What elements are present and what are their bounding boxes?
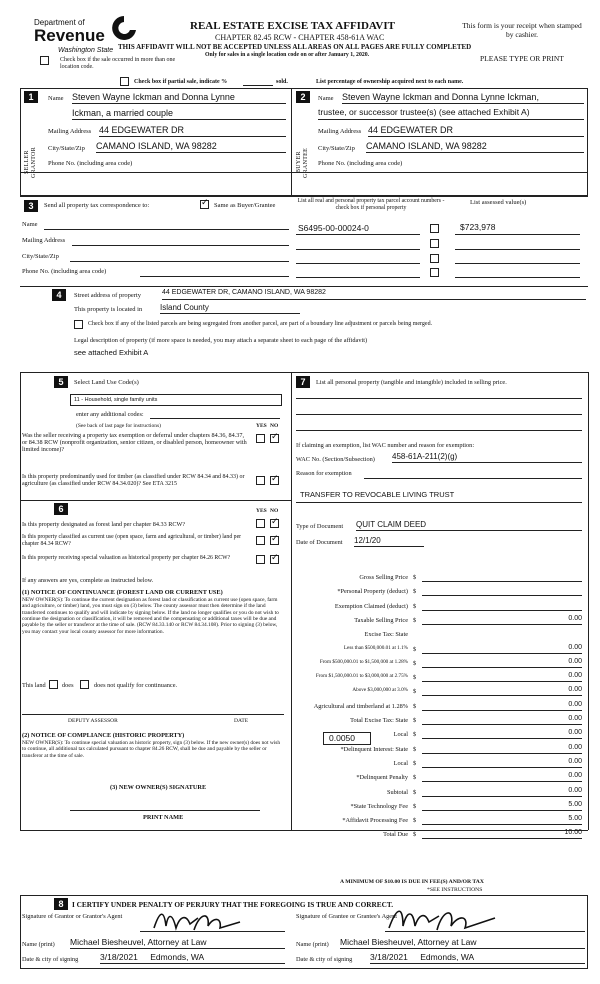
sec6-q1-no-checkbox[interactable] xyxy=(270,519,279,528)
doc-type-label: Type of Document xyxy=(296,523,344,530)
land-use-selected-value: 11 - Household, single family units xyxy=(74,397,158,403)
parcel-4-personal-checkbox[interactable] xyxy=(430,268,439,277)
seller-name-field-line2[interactable]: Ickman, a married couple xyxy=(72,108,286,120)
grantor-name-label: Name (print) xyxy=(22,941,55,948)
sec5-q1-no-checkbox[interactable] xyxy=(270,434,279,443)
legal-description-field[interactable]: see attached Exhibit A xyxy=(74,348,149,357)
tax-row-currency: $ xyxy=(413,759,417,767)
tax-row-label: *State Technology Fee xyxy=(350,802,408,810)
grantee-date-label: Date & city of signing xyxy=(296,956,353,963)
tax-row-currency: $ xyxy=(413,788,417,796)
tax-row-currency: $ xyxy=(413,645,417,653)
tax-row-value[interactable]: 0.00 xyxy=(422,729,582,739)
tax-row-value[interactable]: 5.00 xyxy=(422,815,582,825)
land-does-not-checkbox[interactable] xyxy=(80,680,89,689)
parcel-header: List all real and personal property tax parcel account numbers - check box if personal property xyxy=(297,198,445,211)
tax-row-currency: $ xyxy=(413,688,417,696)
tax-row-value[interactable] xyxy=(422,601,582,611)
tax-row-value[interactable]: 10.00 xyxy=(422,829,582,839)
wac-number-field[interactable]: 458-61A-211(2)(g) xyxy=(392,452,582,463)
tax-row-label: *Affidavit Processing Fee xyxy=(342,817,408,825)
tax-row-label: From $500,000.01 to $1,500,000 at 1.28% xyxy=(319,658,408,665)
tax-row-label: Local xyxy=(393,759,408,767)
sec5-question-1: Was the seller receiving a property tax exemption or deferral under chapters 84.36, 84.37, or 84.38 RCW (nonprofit organization, senior citizen, or disabled person, homeowner with limited income)? xyxy=(22,432,247,454)
property-street-field[interactable]: 44 EDGEWATER DR, CAMANO ISLAND, WA 98282 xyxy=(162,289,586,300)
seller-city-label: City/State/Zip xyxy=(48,145,85,152)
new-owner-signature-label: (3) NEW OWNER(S) SIGNATURE xyxy=(110,784,207,791)
if-yes-note: If any answers are yes, complete as instructed below. xyxy=(22,577,154,584)
section-2-number: 2 xyxy=(296,91,310,103)
exemption-label: If claiming an exemption, list WAC number and reason for exemption: xyxy=(296,442,475,449)
same-as-buyer-label: Same as Buyer/Grantee xyxy=(214,202,276,209)
tax-row-label: Above $3,000,000 at 3.0% xyxy=(352,687,408,694)
seller-city-field[interactable]: CAMANO ISLAND, WA 98282 xyxy=(96,141,286,153)
buyer-name-field-line2[interactable]: trustee, or successor trustee(s) (see attached Exhibit A) xyxy=(318,108,584,120)
wac-label: WAC No. (Section/Subsection) xyxy=(296,456,375,463)
sec5-q1-yes-checkbox[interactable] xyxy=(256,434,265,443)
see-instructions-note: *SEE INSTRUCTIONS xyxy=(427,887,483,893)
multi-location-checkbox[interactable] xyxy=(40,56,49,65)
parcel-2-personal-checkbox[interactable] xyxy=(430,239,439,248)
grantee-name-field[interactable]: Michael Biesheuvel, Attorney at Law xyxy=(340,938,585,949)
multi-location-label: Check box if the sale occurred in more than one location code. xyxy=(60,57,176,70)
reason-field[interactable]: TRANSFER TO REVOCABLE LIVING TRUST xyxy=(300,490,455,499)
sold-label: sold. xyxy=(276,79,288,85)
tax-row-value[interactable]: 0.00 xyxy=(422,615,582,625)
minimum-due-note: A MINIMUM OF $10.00 IS DUE IN FEE(S) AND/OR TAX xyxy=(340,879,484,885)
receipt-note: This form is your receipt when stamped by cashier. xyxy=(462,21,582,39)
sec6-yes-header: YES xyxy=(256,508,267,514)
partial-sale-percent[interactable] xyxy=(243,79,273,86)
reason-label: Reason for exemption xyxy=(296,470,352,477)
notice-compliance-body: NEW OWNER(S): To continue special valuation as historic property, sign (3) below. If the new owner(s) does not wish to continue, all additional tax calculated pursuant to chapter 84.26 RCW, shall be due and payable by the seller or transferor at the time of sale. xyxy=(22,740,281,759)
deputy-assessor-label: DEPUTY ASSESSOR xyxy=(68,718,118,724)
logo-top-text: Department of xyxy=(34,18,85,27)
tax-row-currency: $ xyxy=(413,831,417,839)
land-use-label: Select Land Use Code(s) xyxy=(74,379,139,386)
tax-row-label: Subtotal xyxy=(387,788,408,796)
grantee-name-label: Name (print) xyxy=(296,941,329,948)
this-land-label: This land xyxy=(22,682,46,689)
assessor-date-label: DATE xyxy=(234,718,249,724)
located-label: This property is located in xyxy=(74,306,143,313)
tax-row-value[interactable]: 5.00 xyxy=(422,801,582,811)
local-rate-box[interactable] xyxy=(323,732,371,745)
grantee-city-value: Edmonds, WA xyxy=(420,952,475,962)
notice-continuance-title: (1) NOTICE OF CONTINUANCE (FOREST LAND OR CURRENT USE) xyxy=(22,589,223,596)
buyer-city-label: City/State/Zip xyxy=(318,145,355,152)
dor-logo xyxy=(28,14,138,62)
tax-phone-label: Phone No. (including area code) xyxy=(22,268,107,275)
grantor-city-value: Edmonds, WA xyxy=(150,952,205,962)
tax-city-label: City/State/Zip xyxy=(22,253,59,260)
parcel-1-personal-checkbox[interactable] xyxy=(430,224,439,233)
grantee-signature-label-text: Signature of Grantee or Grantee's Agent xyxy=(296,913,397,920)
logo-main-text: Revenue xyxy=(34,26,105,45)
tax-row-currency: $ xyxy=(413,588,417,596)
sec6-q3-no-checkbox[interactable] xyxy=(270,555,279,564)
tax-row-currency: $ xyxy=(413,702,417,710)
tax-row-currency: $ xyxy=(413,774,417,782)
certify-statement: I CERTIFY UNDER PENALTY OF PERJURY THAT THE FOREGOING IS TRUE AND CORRECT. xyxy=(72,900,394,909)
seller-name-field[interactable]: Steven Wayne Ickman and Donna Lynne xyxy=(72,92,286,104)
grantor-name-field[interactable]: Michael Biesheuvel, Attorney at Law xyxy=(70,938,285,949)
tax-row-label: Local xyxy=(393,731,408,739)
doc-type-field[interactable]: QUIT CLAIM DEED xyxy=(356,520,582,531)
county-field[interactable]: Island County xyxy=(160,303,300,314)
tax-row-label: *Delinquent Interest: State xyxy=(340,745,408,753)
doc-date-label: Date of Document xyxy=(296,539,343,546)
tax-row-value[interactable]: 0.00 xyxy=(422,758,582,768)
seller-phone-label: Phone No. (including area code) xyxy=(48,160,133,167)
tax-row-currency: $ xyxy=(413,674,417,682)
partial-sale-label: Check box if partial sale, indicate % xyxy=(134,79,228,85)
additional-codes-label: enter any additional codes: xyxy=(76,411,144,418)
seller-name-label: Name xyxy=(48,95,64,102)
tax-row-label: Exemption Claimed (deduct) xyxy=(334,602,408,610)
tax-row-value[interactable]: 0.00 xyxy=(422,686,582,696)
tax-row-currency: $ xyxy=(413,659,417,667)
tax-row-value[interactable]: 0.00 xyxy=(422,672,582,682)
sec6-q1-yes-checkbox[interactable] xyxy=(256,519,265,528)
sec6-no-header: NO xyxy=(270,508,279,514)
tax-row-label: Taxable Selling Price xyxy=(354,616,408,624)
warning-text: THIS AFFIDAVIT WILL NOT BE ACCEPTED UNLESS ALL AREAS ON ALL PAGES ARE FULLY COMPLETED xyxy=(118,43,472,51)
section-4-number: 4 xyxy=(52,289,66,301)
buyer-address-field[interactable]: 44 EDGEWATER DR xyxy=(368,125,584,137)
section-3-number: 3 xyxy=(24,200,38,212)
sec6-question-1: Is this property designated as forest land per chapter 84.33 RCW? xyxy=(22,521,186,528)
ownership-note: List percentage of ownership acquired next to each name. xyxy=(316,79,464,85)
print-name-label: PRINT NAME xyxy=(143,814,184,821)
seller-address-field[interactable]: 44 EDGEWATER DR xyxy=(99,125,286,137)
personal-property-label: List all personal property (tangible and intangible) included in selling price. xyxy=(316,379,507,386)
tax-row-label: Excise Tax: State xyxy=(364,631,408,639)
tax-row-label: From $1,500,000.01 to $3,000,000 at 2.75% xyxy=(315,673,408,680)
notice-compliance-title: (2) NOTICE OF COMPLIANCE (HISTORIC PROPERTY) xyxy=(22,732,185,739)
grantor-signature-label-text: Signature of Grantor or Grantor's Agent xyxy=(22,913,123,920)
grantee-date-value: 3/18/2021 xyxy=(370,952,408,962)
assessed-header: List assessed value(s) xyxy=(470,199,527,206)
form-chapter: CHAPTER 82.45 RCW - CHAPTER 458-61A WAC xyxy=(215,33,385,42)
legal-label: Legal description of property (if more space is needed, you may attach a separate sheet to each page of the affidavit) xyxy=(74,337,368,344)
land-use-select[interactable] xyxy=(70,394,282,406)
segregate-label: Check box if any of the listed parcels are being segregated from another parcel, are part of a boundary line adjustment or parcels being merged. xyxy=(88,321,433,327)
section-7-number: 7 xyxy=(296,376,310,388)
grantor-date-label: Date & city of signing xyxy=(22,956,79,963)
assessed-value-1[interactable]: $723,978 xyxy=(460,222,496,232)
tax-name-label: Name xyxy=(22,221,38,228)
tax-row-value[interactable]: 0.00 xyxy=(422,644,582,654)
tax-row-currency: $ xyxy=(413,574,417,581)
tax-row-value[interactable]: 0.00 xyxy=(422,772,582,782)
doc-date-field[interactable]: 12/1/20 xyxy=(354,536,424,547)
section-5-number: 5 xyxy=(54,376,68,388)
tax-row-label: Agricultural and timberland at 1.28% xyxy=(313,702,408,710)
section-6-number: 6 xyxy=(54,503,68,515)
parcel-number-1[interactable]: S6495-00-00024-0 xyxy=(298,223,369,233)
buyer-phone-label: Phone No. (including area code) xyxy=(318,160,403,167)
section-1-number: 1 xyxy=(24,91,38,103)
tax-row-value[interactable]: 0.00 xyxy=(422,715,582,725)
tax-row-currency: $ xyxy=(413,817,417,825)
partial-sale-checkbox[interactable] xyxy=(120,77,129,86)
does-label: does xyxy=(62,682,74,689)
tax-row-label: Total Due xyxy=(383,831,408,839)
sec6-question-2: Is this property classified as current use (open space, farm and agricultural, or timber) land per chapter 84.34 RCW? xyxy=(22,534,242,547)
tax-row-value[interactable] xyxy=(422,586,582,596)
buyer-name-field[interactable]: Steven Wayne Ickman and Donna Lynne Ickman, xyxy=(342,92,584,104)
seller-grantor-label: SELLER GRANTOR xyxy=(24,147,37,178)
segregate-checkbox[interactable] xyxy=(74,320,83,329)
sec6-q3-yes-checkbox[interactable] xyxy=(256,555,265,564)
grantor-date-value: 3/18/2021 xyxy=(100,952,138,962)
sec6-question-3: Is this property receiving special valuation as historical property per chapter 84.26 RCW? xyxy=(22,555,231,561)
land-does-checkbox[interactable] xyxy=(49,680,58,689)
tax-row-label: *Delinquent Penalty xyxy=(356,774,408,782)
tax-row-label: Total Excise Tax: State xyxy=(350,717,408,724)
street-label: Street address of property xyxy=(74,292,141,299)
tax-row-label: *Personal Property (deduct) xyxy=(337,588,408,596)
seller-address-label: Mailing Address xyxy=(48,128,92,135)
tax-row-value[interactable]: 0.00 xyxy=(422,787,582,797)
tax-row-label: Less than $500,000.01 at 1.1% xyxy=(343,644,408,651)
send-tax-label: Send all property tax correspondence to: xyxy=(44,202,150,209)
tax-row-value[interactable]: 0.00 xyxy=(422,701,582,711)
notice-continuance-body: NEW OWNER(S): To continue the current designation as forest land or classification as current use (open space, farm and agriculture, or timber) land, you must sign on (3) below. The county assessor must then determine if the land transferred continues to qualify and will indicate by signing below. If the land no longer qualifies or you do not wish to continue the designation or classification, it will be removed and the compensating or additional taxes will be due and payable by the seller or transferor at the time of sale. (RCW 84.33.140 or RCW 84.34.108). Prior to signing (3) below, you may contact your local county assessor for more information. xyxy=(22,597,279,635)
tax-row-currency: $ xyxy=(413,616,417,624)
buyer-city-field[interactable]: CAMANO ISLAND, WA 98282 xyxy=(366,141,584,153)
print-note: PLEASE TYPE OR PRINT xyxy=(480,54,564,63)
sec5-question-2: Is this property predominantly used for timber (as classified under RCW 84.34 and 84.33) or agriculture (as classified under RCW 84.34.020)? See ETA 3215 xyxy=(22,474,245,487)
section-8-number: 8 xyxy=(54,898,68,910)
sec5-q2-yes-checkbox[interactable] xyxy=(256,476,265,485)
buyer-name-label: Name xyxy=(318,95,334,102)
buyer-grantee-label: BUYER GRANTEE xyxy=(296,147,309,178)
local-rate-value: 0.0050 xyxy=(329,733,355,743)
same-as-buyer-checkbox[interactable] xyxy=(200,200,209,209)
sec5-q2-no-checkbox[interactable] xyxy=(270,476,279,485)
tax-row-currency: $ xyxy=(413,602,417,610)
sec6-q2-no-checkbox[interactable] xyxy=(270,536,279,545)
does-not-label: does not qualify for continuance. xyxy=(94,682,178,689)
tax-row-value[interactable]: 0.00 xyxy=(422,744,582,754)
buyer-address-label: Mailing Address xyxy=(318,128,362,135)
revenue-logo-icon xyxy=(110,14,138,44)
sec6-q2-yes-checkbox[interactable] xyxy=(256,536,265,545)
logo-sub-text: Washington State xyxy=(58,47,114,54)
tax-address-label: Mailing Address xyxy=(22,237,66,244)
tax-row-value[interactable]: 0.00 xyxy=(422,658,582,668)
tax-row-value[interactable] xyxy=(422,572,582,582)
sales-note: Only for sales in a single location code on or after January 1, 2020. xyxy=(205,52,370,58)
sec5-yes-header: YES xyxy=(256,423,267,429)
tax-row-currency: $ xyxy=(413,731,417,739)
sec5-no-header: NO xyxy=(270,423,279,429)
tax-row-currency: $ xyxy=(413,717,417,724)
tax-row-currency: $ xyxy=(413,745,417,753)
tax-row-label: Gross Selling Price xyxy=(359,574,408,581)
form-title: REAL ESTATE EXCISE TAX AFFIDAVIT xyxy=(190,20,395,32)
see-back-note: (See back of last page for instructions) xyxy=(76,423,161,429)
tax-row-currency: $ xyxy=(413,802,417,810)
parcel-3-personal-checkbox[interactable] xyxy=(430,254,439,263)
